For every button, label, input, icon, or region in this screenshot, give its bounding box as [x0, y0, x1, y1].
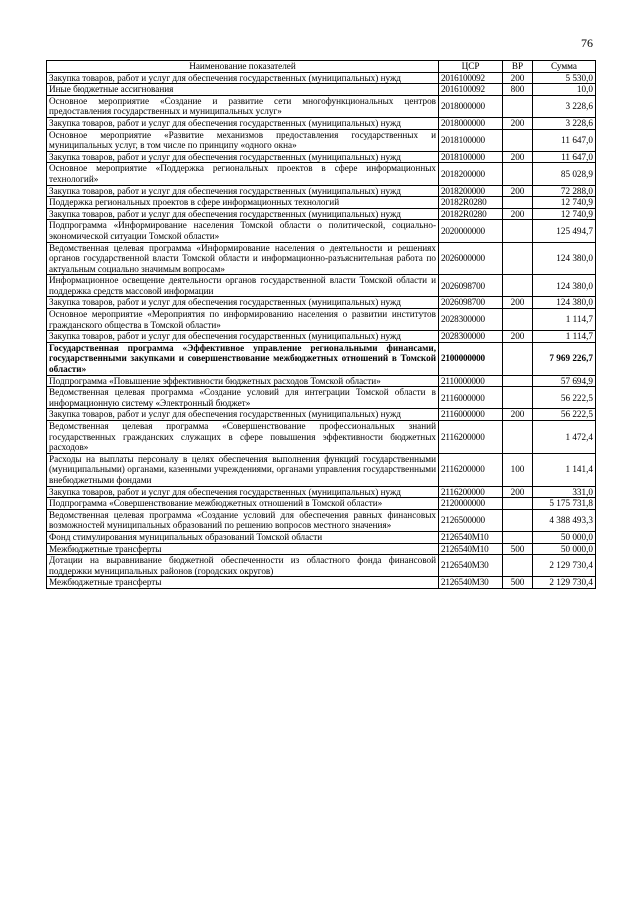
- table-row: [47, 208, 596, 220]
- row-sum: 11 647,0: [533, 129, 596, 151]
- row-name: Основное мероприятие «Развитие механизмов предоставления государственных и муниципальных услуг, в том числе по принципу «одного окна»: [47, 129, 439, 151]
- row-name: Подпрограмма «Информирование населения Томской области о политической, социально-экономической ситуации Томской области»: [47, 220, 439, 242]
- table-row: [47, 498, 596, 510]
- row-name: Межбюджетные трансферты: [47, 543, 439, 555]
- row-sum: 1 141,4: [533, 453, 596, 486]
- row-sum: 124 380,0: [533, 297, 596, 309]
- table-row: [47, 409, 596, 421]
- row-name: Закупка товаров, работ и услуг для обеспечения государственных (муниципальных) нужд: [47, 185, 439, 197]
- row-sum: 50 000,0: [533, 531, 596, 543]
- row-csr: 2018200000: [439, 185, 503, 197]
- row-name: Фонд стимулирования муниципальных образований Томской области: [47, 531, 439, 543]
- row-sum: 10,0: [533, 84, 596, 96]
- row-csr: 2026098700: [439, 275, 503, 297]
- table-row: [47, 242, 596, 275]
- row-csr: 2028300000: [439, 309, 503, 331]
- table-row: [47, 163, 596, 185]
- row-sum: 12 740,9: [533, 208, 596, 220]
- row-vr: 200: [503, 72, 533, 84]
- table-row: [47, 129, 596, 151]
- row-csr: 2018200000: [439, 163, 503, 185]
- row-vr: [503, 95, 533, 117]
- table-row: [47, 95, 596, 117]
- table-row: [47, 543, 596, 555]
- row-vr: [503, 342, 533, 375]
- row-vr: [503, 197, 533, 209]
- row-sum: 3 228,6: [533, 95, 596, 117]
- row-sum: 7 969 226,7: [533, 342, 596, 375]
- row-csr: 2026000000: [439, 242, 503, 275]
- row-sum: 11 647,0: [533, 151, 596, 163]
- row-vr: 200: [503, 117, 533, 129]
- row-sum: 5 530,0: [533, 72, 596, 84]
- row-sum: 5 175 731,8: [533, 498, 596, 510]
- row-sum: 85 028,9: [533, 163, 596, 185]
- row-name: Поддержка региональных проектов в сфере информационных технологий: [47, 197, 439, 209]
- row-sum: 1 472,4: [533, 421, 596, 454]
- row-csr: 2120000000: [439, 498, 503, 510]
- row-vr: [503, 555, 533, 577]
- row-sum: 125 494,7: [533, 220, 596, 242]
- row-csr: 2026098700: [439, 297, 503, 309]
- table-row: [47, 297, 596, 309]
- row-name: Закупка товаров, работ и услуг для обеспечения государственных (муниципальных) нужд: [47, 72, 439, 84]
- row-vr: [503, 375, 533, 387]
- row-csr: 2018000000: [439, 117, 503, 129]
- page-number: 76: [581, 36, 593, 50]
- header-sum: Сумма: [533, 61, 596, 73]
- row-name: Основное мероприятие «Поддержка региональных проектов в сфере информационных технологий»: [47, 163, 439, 185]
- table-row: [47, 117, 596, 129]
- table-row: [47, 309, 596, 331]
- row-csr: 20182R0280: [439, 208, 503, 220]
- table-row: [47, 72, 596, 84]
- row-sum: 50 000,0: [533, 543, 596, 555]
- row-vr: [503, 531, 533, 543]
- row-vr: [503, 309, 533, 331]
- row-csr: 2016100092: [439, 84, 503, 96]
- row-csr: 2020000000: [439, 220, 503, 242]
- row-csr: 2126540М10: [439, 531, 503, 543]
- row-sum: 2 129 730,4: [533, 577, 596, 589]
- row-vr: [503, 498, 533, 510]
- row-name: Подпрограмма «Совершенствование межбюджетных отношений в Томской области»: [47, 498, 439, 510]
- row-csr: 2116000000: [439, 387, 503, 409]
- row-sum: 12 740,9: [533, 197, 596, 209]
- row-vr: [503, 509, 533, 531]
- row-name: Ведомственная целевая программа «Информирование населения о деятельности и решениях органов государственной власти Томской области и информационно-разъяснительная работа по актуальным социально значимым вопросам»: [47, 242, 439, 275]
- header-vr: ВР: [503, 61, 533, 73]
- row-name: Ведомственная целевая программа «Создание условий для интеграции Томской области в информационную систему «Электронный бюджет»: [47, 387, 439, 409]
- row-sum: 1 114,7: [533, 309, 596, 331]
- table-row: [47, 220, 596, 242]
- row-name: Закупка товаров, работ и услуг для обеспечения государственных (муниципальных) нужд: [47, 331, 439, 343]
- row-csr: 2018100000: [439, 129, 503, 151]
- table-row: [47, 486, 596, 498]
- row-name: Закупка товаров, работ и услуг для обеспечения государственных (муниципальных) нужд: [47, 208, 439, 220]
- row-vr: [503, 421, 533, 454]
- row-vr: 200: [503, 486, 533, 498]
- row-csr: 2028300000: [439, 331, 503, 343]
- row-sum: 72 288,0: [533, 185, 596, 197]
- row-vr: [503, 275, 533, 297]
- row-csr: 20182R0280: [439, 197, 503, 209]
- row-vr: 500: [503, 577, 533, 589]
- header-name: Наименование показателей: [47, 61, 439, 73]
- table-row: [47, 421, 596, 454]
- row-name: Закупка товаров, работ и услуг для обеспечения государственных (муниципальных) нужд: [47, 409, 439, 421]
- row-sum: 57 694,9: [533, 375, 596, 387]
- row-name: Закупка товаров, работ и услуг для обеспечения государственных (муниципальных) нужд: [47, 486, 439, 498]
- row-name: Ведомственная целевая программа «Совершенствование профессиональных знаний государственных гражданских служащих в сфере повышения эффективности бюджетных расходов»: [47, 421, 439, 454]
- table-row: [47, 84, 596, 96]
- header-csr: ЦСР: [439, 61, 503, 73]
- row-name: Закупка товаров, работ и услуг для обеспечения государственных (муниципальных) нужд: [47, 151, 439, 163]
- row-sum: 4 388 493,3: [533, 509, 596, 531]
- row-vr: [503, 129, 533, 151]
- table-row: [47, 331, 596, 343]
- row-name: Ведомственная целевая программа «Создание условий для обеспечения равных финансовых возможностей муниципальных образований по решению вопросов местного значения»: [47, 509, 439, 531]
- table-row: [47, 375, 596, 387]
- row-csr: 2110000000: [439, 375, 503, 387]
- row-vr: [503, 163, 533, 185]
- row-csr: 2126540М10: [439, 543, 503, 555]
- table-row: [47, 531, 596, 543]
- row-sum: 331,0: [533, 486, 596, 498]
- row-vr: [503, 387, 533, 409]
- row-sum: 124 380,0: [533, 242, 596, 275]
- row-csr: 2126500000: [439, 509, 503, 531]
- row-name: Закупка товаров, работ и услуг для обеспечения государственных (муниципальных) нужд: [47, 117, 439, 129]
- row-csr: 2016100092: [439, 72, 503, 84]
- row-name: Дотации на выравнивание бюджетной обеспеченности из областного фонда финансовой поддержки муниципальных районов (городских округов): [47, 555, 439, 577]
- row-csr: 2126540М30: [439, 555, 503, 577]
- row-vr: 200: [503, 151, 533, 163]
- row-csr: 2116200000: [439, 453, 503, 486]
- row-name: Основное мероприятие «Мероприятия по информированию населения о развитии институтов гражданского общества в Томской области»: [47, 309, 439, 331]
- table-row: [47, 342, 596, 375]
- row-csr: 2116000000: [439, 409, 503, 421]
- row-name: Информационное освещение деятельности органов государственной власти Томской области и поддержка средств массовой информации: [47, 275, 439, 297]
- row-vr: 200: [503, 208, 533, 220]
- table-row: [47, 185, 596, 197]
- row-vr: 800: [503, 84, 533, 96]
- row-csr: 2116200000: [439, 421, 503, 454]
- row-vr: 100: [503, 453, 533, 486]
- row-csr: 2126540М30: [439, 577, 503, 589]
- row-sum: 1 114,7: [533, 331, 596, 343]
- table-row: [47, 509, 596, 531]
- row-name: Основное мероприятие «Создание и развитие сети многофункциональных центров предоставления государственных и муниципальных услуг»: [47, 95, 439, 117]
- row-name: Подпрограмма «Повышение эффективности бюджетных расходов Томской области»: [47, 375, 439, 387]
- row-sum: 124 380,0: [533, 275, 596, 297]
- row-name: Расходы на выплаты персоналу в целях обеспечения выполнения функций государственными (муниципальными) органами, казенными учреждениями, органами управления государственными внебюджетными фондами: [47, 453, 439, 486]
- row-csr: 2100000000: [439, 342, 503, 375]
- table-row: [47, 555, 596, 577]
- row-csr: 2018000000: [439, 95, 503, 117]
- row-vr: [503, 220, 533, 242]
- budget-table: [46, 60, 596, 589]
- row-vr: 200: [503, 297, 533, 309]
- row-vr: 200: [503, 409, 533, 421]
- row-sum: 2 129 730,4: [533, 555, 596, 577]
- table-row: [47, 387, 596, 409]
- table-row: [47, 275, 596, 297]
- row-csr: 2018100000: [439, 151, 503, 163]
- table-row: [47, 453, 596, 486]
- row-csr: 2116200000: [439, 486, 503, 498]
- row-name: Закупка товаров, работ и услуг для обеспечения государственных (муниципальных) нужд: [47, 297, 439, 309]
- row-vr: 200: [503, 185, 533, 197]
- row-name: Государственная программа «Эффективное управление региональными финансами, государственными закупками и совершенствование межбюджетных отношений в Томской области»: [47, 342, 439, 375]
- row-vr: 200: [503, 331, 533, 343]
- row-vr: 500: [503, 543, 533, 555]
- row-sum: 56 222,5: [533, 387, 596, 409]
- table-row: [47, 197, 596, 209]
- table-row: [47, 151, 596, 163]
- row-name: Иные бюджетные ассигнования: [47, 84, 439, 96]
- row-name: Межбюджетные трансферты: [47, 577, 439, 589]
- row-vr: [503, 242, 533, 275]
- row-sum: 56 222,5: [533, 409, 596, 421]
- table-row: [47, 577, 596, 589]
- table-header-row: [47, 61, 596, 73]
- row-sum: 3 228,6: [533, 117, 596, 129]
